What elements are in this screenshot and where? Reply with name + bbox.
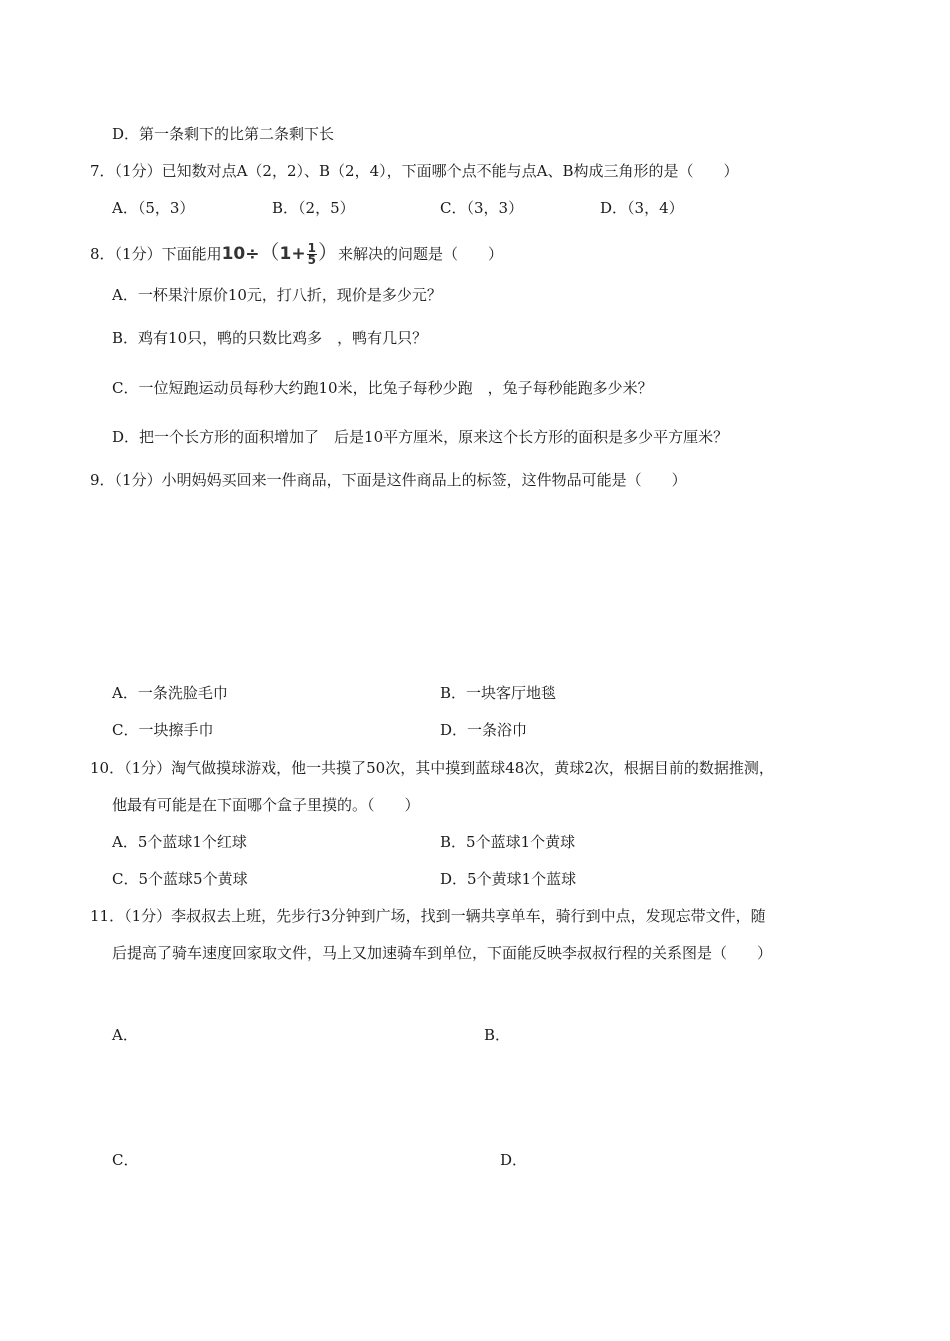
q7-option-c: C．（3，3） bbox=[440, 199, 524, 217]
q10-option-a: A．5个蓝球1个红球 bbox=[112, 833, 247, 851]
q8-expr-paren-close: ） bbox=[317, 240, 338, 264]
q8-expr-divide: 10÷ bbox=[221, 244, 260, 264]
q9-option-b: B．一块客厅地毯 bbox=[440, 684, 557, 702]
q8-option-d: D．把一个长方形的面积增加了 后是10平方厘米，原来这个长方形的面积是多少平方厘米？ bbox=[112, 428, 729, 446]
q7-option-a: A．（5，3） bbox=[112, 199, 195, 217]
q8-option-c: C．一位短跑运动员每秒大约跑10米，比兔子每秒少跑 ，兔子每秒能跑多少米？ bbox=[112, 379, 653, 397]
q11-stem-line2: 后提高了骑车速度回家取文件，马上又加速骑车到单位，下面能反映李叔叔行程的关系图是（ ） bbox=[112, 944, 773, 962]
q10-option-d: D．5个黄球1个蓝球 bbox=[440, 870, 577, 888]
q8-expr-one-plus: 1+ bbox=[279, 244, 306, 264]
q8-fraction bbox=[307, 240, 317, 267]
q10-option-b: B．5个蓝球1个黄球 bbox=[440, 833, 576, 851]
q8-stem-prefix: 8．（1分）下面能用 bbox=[90, 245, 222, 263]
q11-option-a: A． bbox=[112, 1026, 138, 1044]
q11-option-c: C． bbox=[112, 1151, 139, 1169]
q9-stem: 9．（1分）小明妈妈买回来一件商品，下面是这件商品上的标签，这件物品可能是（ ） bbox=[90, 471, 687, 489]
q8-stem bbox=[90, 238, 503, 268]
q7-option-b: B．（2，5） bbox=[272, 199, 355, 217]
q8-fraction-denominator: 5 bbox=[307, 252, 316, 267]
q11-stem-line1: 11．（1分）李叔叔去上班，先步行3分钟到广场，找到一辆共享单车，骑行到中点，发现忘带文件，随 bbox=[90, 907, 766, 925]
q7-option-d: D．（3，4） bbox=[600, 199, 684, 217]
q8-fraction-numerator: 1 bbox=[307, 240, 316, 255]
q11-option-b: B． bbox=[484, 1026, 511, 1044]
q9-option-c: C．一块擦手巾 bbox=[112, 721, 214, 739]
q11-option-d: D． bbox=[500, 1151, 528, 1169]
q9-option-a: A．一条洗脸毛巾 bbox=[112, 684, 228, 702]
q8-expr-paren-open: （ bbox=[259, 240, 280, 264]
q6-option-d: D．第一条剩下的比第二条剩下长 bbox=[112, 125, 335, 143]
q7-stem: 7．（1分）已知数对点A（2，2）、B（2，4），下面哪个点不能与点A、B构成三角形的是（ ） bbox=[90, 162, 739, 180]
q8-option-a: A．一杯果汁原价10元，打八折，现价是多少元？ bbox=[112, 286, 442, 304]
q8-stem-suffix: 来解决的问题是（ ） bbox=[337, 245, 503, 263]
q10-stem-line2: 他最有可能是在下面哪个盒子里摸的。（ ） bbox=[112, 796, 420, 814]
q9-option-d: D．一条浴巾 bbox=[440, 721, 528, 739]
q10-stem-line1: 10．（1分）淘气做摸球游戏，他一共摸了50次，其中摸到蓝球48次，黄球2次，根据目前的数据推测， bbox=[90, 759, 774, 777]
q8-expression bbox=[221, 240, 338, 267]
q10-option-c: C．5个蓝球5个黄球 bbox=[112, 870, 248, 888]
q8-option-b: B．鸡有10只，鸭的只数比鸡多 ，鸭有几只？ bbox=[112, 329, 428, 347]
